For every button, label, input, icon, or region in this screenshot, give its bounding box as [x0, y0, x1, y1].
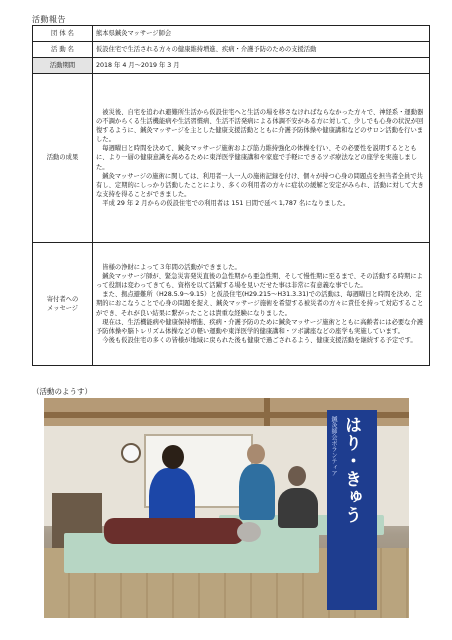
gallery-title: （活動のようす）: [32, 387, 92, 396]
results-paragraph: 毎週曜日と時間を決めて、鍼灸マッサージ施術および筋力維持強化の体操を行い、その必要性を説明するとともに、より一層の健康意識を高めるために東洋医学健康講和や家庭で手軽にできるツボ療法などの座学を実施しました。: [96, 145, 418, 171]
value-activity-name: 仮設住宅で生活される方々の健康維持増進、疾病・介護予防のための支援活動: [93, 42, 430, 58]
photo-banner: [327, 410, 377, 610]
photo-therapist-back-head: [247, 444, 265, 464]
label-results: 活動の成果: [33, 74, 93, 243]
body-message: [93, 243, 430, 366]
label-activity-name: 活 動 名: [33, 42, 93, 58]
activity-photo: [44, 398, 409, 618]
label-period: 活動期間: [33, 58, 93, 74]
photo-lying-patient: [104, 518, 244, 544]
banner-small-text: 鍼灸師会ボランティア: [330, 416, 337, 476]
results-paragraph: 平成 29 年 2 月からの仮設住宅での利用者は 151 日間で延べ 1,787 名になりました。: [102, 199, 350, 207]
results-paragraph: 鍼灸マッサージの施術に関しては、利用者一人一人の施術記録を付け、個々が持つ心身の問題点を担当者全員で共有し、定期的にしっかり活動したことにより、多くの利用者の方々に症状の緩解と安定がみられ、活動に対して大きな支持を得ることができました。: [96, 172, 424, 198]
row-activity-name: [33, 42, 430, 58]
value-organization: 熊本県鍼灸マッサージ師会: [93, 26, 430, 42]
row-period: [33, 58, 430, 74]
photo-lying-patient-head: [237, 522, 261, 542]
label-message: 寄付者への メッセージ: [33, 243, 93, 366]
body-results: [93, 74, 430, 243]
banner-text: はり・きゅう: [341, 416, 361, 524]
label-organization: 団 体 名: [33, 26, 93, 42]
value-period: 2018 年 4 月～2019 年 3 月: [93, 58, 430, 74]
message-paragraph: 現在は、生活機能病や健康保持増進、疾病・介護予防のために鍼灸マッサージ施術とともに高齢者には必要な介護予防体操や脳トレリズム体操などの軽い運動や東洋医学的健康講和・ツボ講座などの座学も実施しています。: [96, 318, 424, 335]
results-paragraph: 被災後、自宅を追われ避難所生活から仮設住宅へと生活の場を移さなければならなかった方々で、神経系・運動器の不調からくる生活機能病や生活習慣病、生活不活発病による体調不安がある方に対して、少しでも心身の状況が回復するように、鍼灸マッサージを主とした健康支援活動とともに介護予防体操や健康講和などのサロン活動を行いました。: [96, 108, 424, 144]
photo-therapist-front-head: [162, 445, 184, 469]
report-table: [32, 25, 430, 366]
photo-seated-patient-head: [288, 466, 306, 486]
report-header: 活動報告: [32, 15, 66, 24]
photo-therapist-back: [239, 464, 275, 520]
photo-seated-patient: [278, 488, 318, 528]
message-paragraph: 皆様の浄財によって３年間の活動ができました。: [102, 264, 241, 272]
message-paragraph: 今後も仮設住宅の多くの皆様が地域に戻られた後も健康で過ごされるよう、健康支援活動を継続する予定です。: [102, 336, 417, 344]
row-results: [33, 74, 430, 243]
message-paragraph: また、拠点避難所（H28.5.9～9.15）と仮設住宅(H29.215～H31.3.31)での活動は、毎週曜日と時間を決め、定期的におこなうことで心身の問題を捉え、鍼灸マッサージ施術を希望する被災者の方々に責任を持って対応することができ、それが良い結果に繋がったことは貴重な経験になりました。: [96, 291, 424, 317]
photo-clock: [121, 443, 141, 463]
row-organization: [33, 26, 430, 42]
row-message: [33, 243, 430, 366]
message-paragraph: 鍼灸マッサージ師が、緊急災害発災直後の急性期から亜急性期、そして慢性期に至るまで、その活動する時期によって役割は変わってきても、資格を以て活躍する場を見いだせた事は非常に有意義な事でした。: [96, 273, 423, 290]
